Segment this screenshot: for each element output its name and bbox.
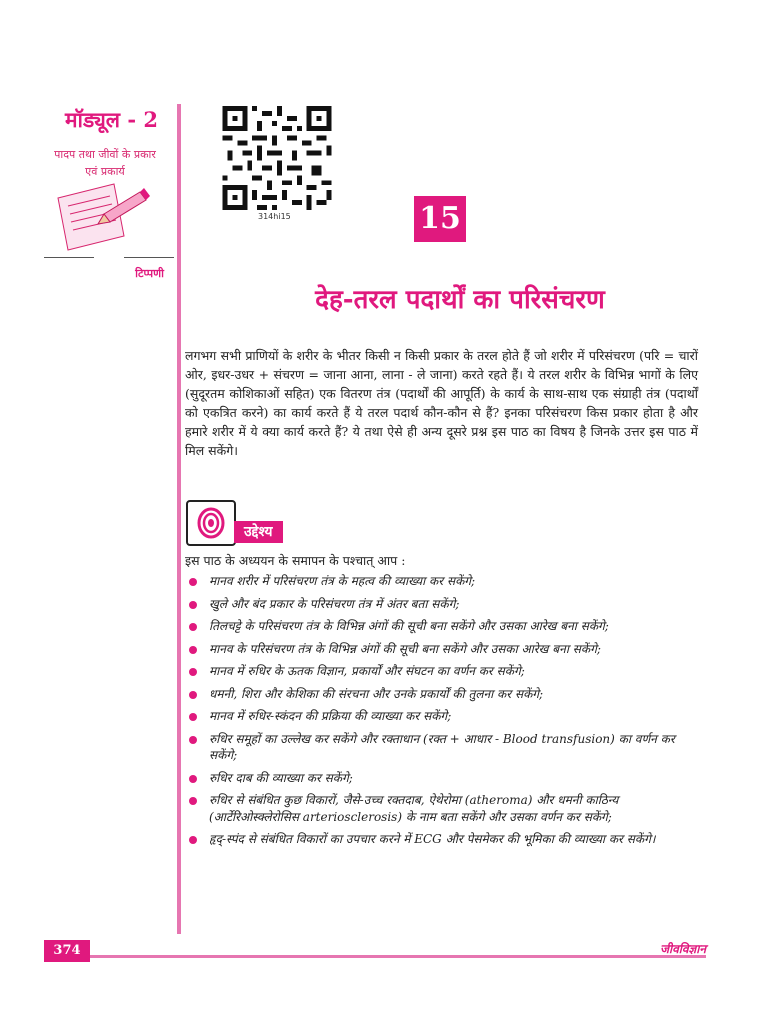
list-item: मानव शरीर में परिसंचरण तंत्र के महत्व की व्याख्या कर सकेंगे;	[185, 573, 698, 590]
intro-paragraph: लगभग सभी प्राणियों के शरीर के भीतर किसी न किसी प्रकार के तरल होते हैं जो शरीर में परिसंचरण (परि = चारों ओर, इधर-उधर + संचरण = जाना आना, लाना - ले जाना) करते रहते हैं। ये तरल शरीर के विभिन्न भागों के लिए (सुदूरतम कोशिकाओं सहित) एक वितरण तंत्र (पदार्थों की आपूर्ति) के कार्य के साथ-साथ एक संग्राही तंत्र (पदार्थों को एकत्रित करने) का कार्य करते हैं ये तरल पदार्थ कौन-कौन से हैं? इनका परिसंचरण किस प्रकार होता है और हमारे शरीर में ये क्या कार्य करते हैं? ये तथा ऐसे ही अन्य दूसरे प्रश्न इस पाठ का विषय है जिनके उत्तर इस पाठ में मिल सकेंगे।	[185, 348, 698, 458]
margin-divider	[177, 104, 181, 934]
list-item: धमनी, शिरा और केशिका की संरचना और उनके प्रकार्यों की तुलना कर सकेंगे;	[185, 686, 698, 703]
qr-caption: 314hi15	[258, 212, 291, 221]
target-icon	[186, 500, 236, 546]
objectives-lead: इस पाठ के अध्ययन के समापन के पश्चात् आप :	[185, 553, 406, 568]
notes-label: टिप्पणी	[135, 267, 164, 280]
notes-divider	[44, 257, 174, 258]
objectives-list	[185, 573, 698, 854]
chapter-title: देह-तरल पदार्थों का परिसंचरण	[315, 285, 605, 315]
list-item: रुधिर समूहों का उल्लेख कर सकेंगे और रक्ताधान (रक्त + आधार - Blood transfusion) का वर्णन कर सकेंगे;	[185, 731, 698, 764]
list-item: खुले और बंद प्रकार के परिसंचरण तंत्र में अंतर बता सकेंगे;	[185, 596, 698, 613]
module-subtitle-line1: पादप तथा जीवों के प्रकार	[54, 148, 156, 161]
page-number: 374	[44, 940, 90, 962]
list-item: मानव में रुधिर के ऊतक विज्ञान, प्रकार्यों और संघटन का वर्णन कर सकेंगे;	[185, 663, 698, 680]
list-item: रुधिर दाब की व्याख्या कर सकेंगे;	[185, 770, 698, 787]
module-subtitle	[40, 146, 170, 180]
list-item: हृद्-स्पंद से संबंधित विकारों का उपचार करने में ECG और पेसमेकर की भूमिका की व्याख्या कर सकेंगे।	[185, 831, 698, 848]
list-item: मानव के परिसंचरण तंत्र के विभिन्न अंगों की सूची बना सकेंगे और उसका आरेख बना सकेंगे;	[185, 641, 698, 658]
subject-label: जीवविज्ञान	[660, 942, 706, 956]
list-item: तिलचट्टे के परिसंचरण तंत्र के विभिन्न अंगों की सूची बना सकेंगे और उसका आरेख बना सकेंगे;	[185, 618, 698, 635]
chapter-number: 15	[414, 196, 466, 242]
notes-pencil-icon	[44, 180, 154, 260]
list-item: मानव में रुधिर-स्कंदन की प्रक्रिया की व्याख्या कर सकेंगे;	[185, 708, 698, 725]
module-subtitle-line2: एवं प्रकार्य	[85, 165, 125, 178]
list-item: रुधिर से संबंधित कुछ विकारों, जैसे-उच्च रक्तदाब, ऐथेरोमा (atheroma) और धमनी काठिन्य (आर्टेरिओस्क्लेरोसिस arteriosclerosis) के नाम बता सकेंगे और उसका वर्णन कर सकेंगे;	[185, 792, 698, 825]
qr-code	[222, 106, 332, 214]
objectives-heading: उद्देश्य	[234, 521, 283, 543]
module-title: मॉड्यूल - 2	[64, 107, 158, 132]
